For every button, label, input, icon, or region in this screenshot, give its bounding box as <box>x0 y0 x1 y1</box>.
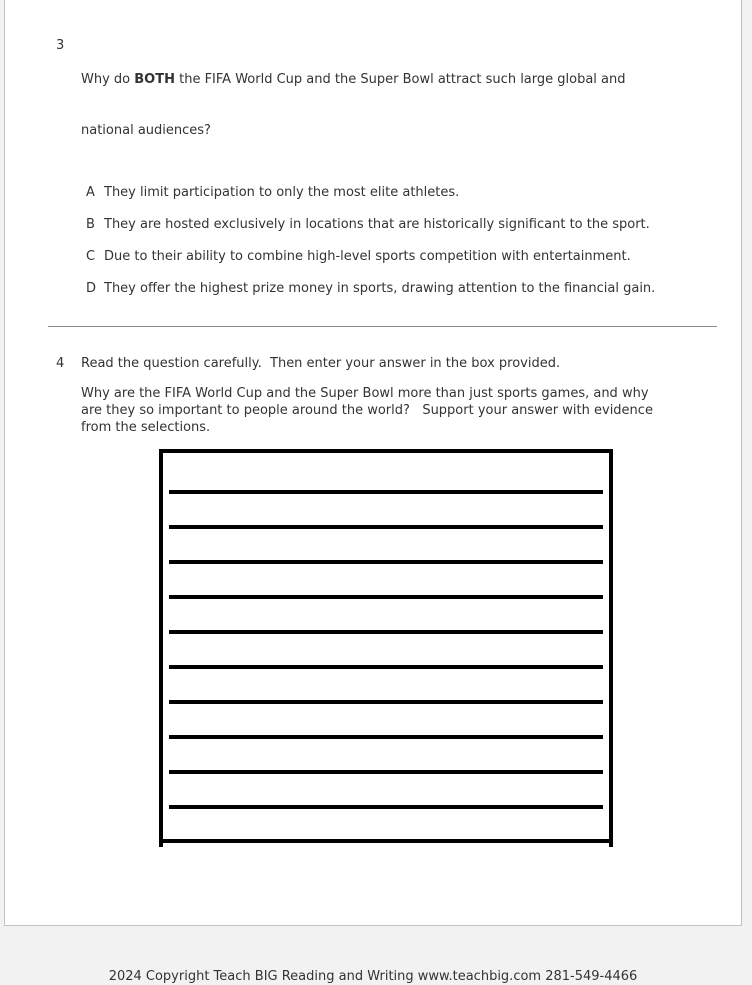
question-4-instruction: Read the question carefully. Then enter your answer in the box provided. <box>81 356 561 371</box>
option-b-text: They are hosted exclusively in locations that are historically significant to the sport. <box>104 217 650 232</box>
question-4-prompt-line-1: Why are the FIFA World Cup and the Super Bowl more than just sports games, and why <box>81 386 649 401</box>
question-4-number: 4 <box>56 356 65 371</box>
answer-writing-line <box>169 490 603 494</box>
answer-box-bottom-border <box>159 839 613 843</box>
answer-writing-line <box>169 665 603 669</box>
answer-writing-line <box>169 595 603 599</box>
question-4-prompt-line-2: are they so important to people around the world? Support your answer with evidence <box>81 403 653 418</box>
option-b-letter: B <box>86 217 95 232</box>
option-d-letter: D <box>86 281 97 296</box>
question-4 <box>5 355 741 847</box>
question-3-line-2: national audiences? <box>81 123 211 138</box>
question-4-prompt <box>81 385 741 436</box>
option-a-text: They limit participation to only the most elite athletes. <box>104 185 460 200</box>
answer-writing-line <box>169 805 603 809</box>
page-content <box>5 0 741 985</box>
option-a-letter: A <box>86 185 95 200</box>
answer-writing-line <box>169 630 603 634</box>
question-3-text-post: the FIFA World Cup and the Super Bowl attract such large global and <box>174 72 626 87</box>
question-3-number: 3 <box>56 38 65 53</box>
option-c-letter: C <box>86 249 96 264</box>
option-d <box>5 280 741 297</box>
question-3-text-pre: Why do <box>81 72 135 87</box>
answer-writing-line <box>169 770 603 774</box>
option-c-text: Due to their ability to combine high-level sports competition with entertainment. <box>104 249 631 264</box>
answer-box[interactable] <box>159 449 613 847</box>
answer-writing-line <box>169 560 603 564</box>
option-a <box>5 184 741 201</box>
page-footer: 2024 Copyright Teach BIG Reading and Writing www.teachbig.com 281-549-4466 <box>108 969 638 984</box>
worksheet-page <box>4 0 742 984</box>
section-divider <box>48 326 717 327</box>
answer-lines <box>163 490 609 809</box>
answer-writing-line <box>169 525 603 529</box>
question-3 <box>5 37 741 173</box>
question-3-text <box>81 37 626 173</box>
question-3-line-1 <box>81 71 626 88</box>
question-4-prompt-line-3: from the selections. <box>81 420 211 435</box>
question-3-text-bold: BOTH <box>134 72 175 87</box>
option-b <box>5 216 741 233</box>
answer-writing-line <box>169 700 603 704</box>
answer-writing-line <box>169 735 603 739</box>
option-c <box>5 248 741 265</box>
option-d-text: They offer the highest prize money in sports, drawing attention to the financial gain. <box>104 281 656 296</box>
